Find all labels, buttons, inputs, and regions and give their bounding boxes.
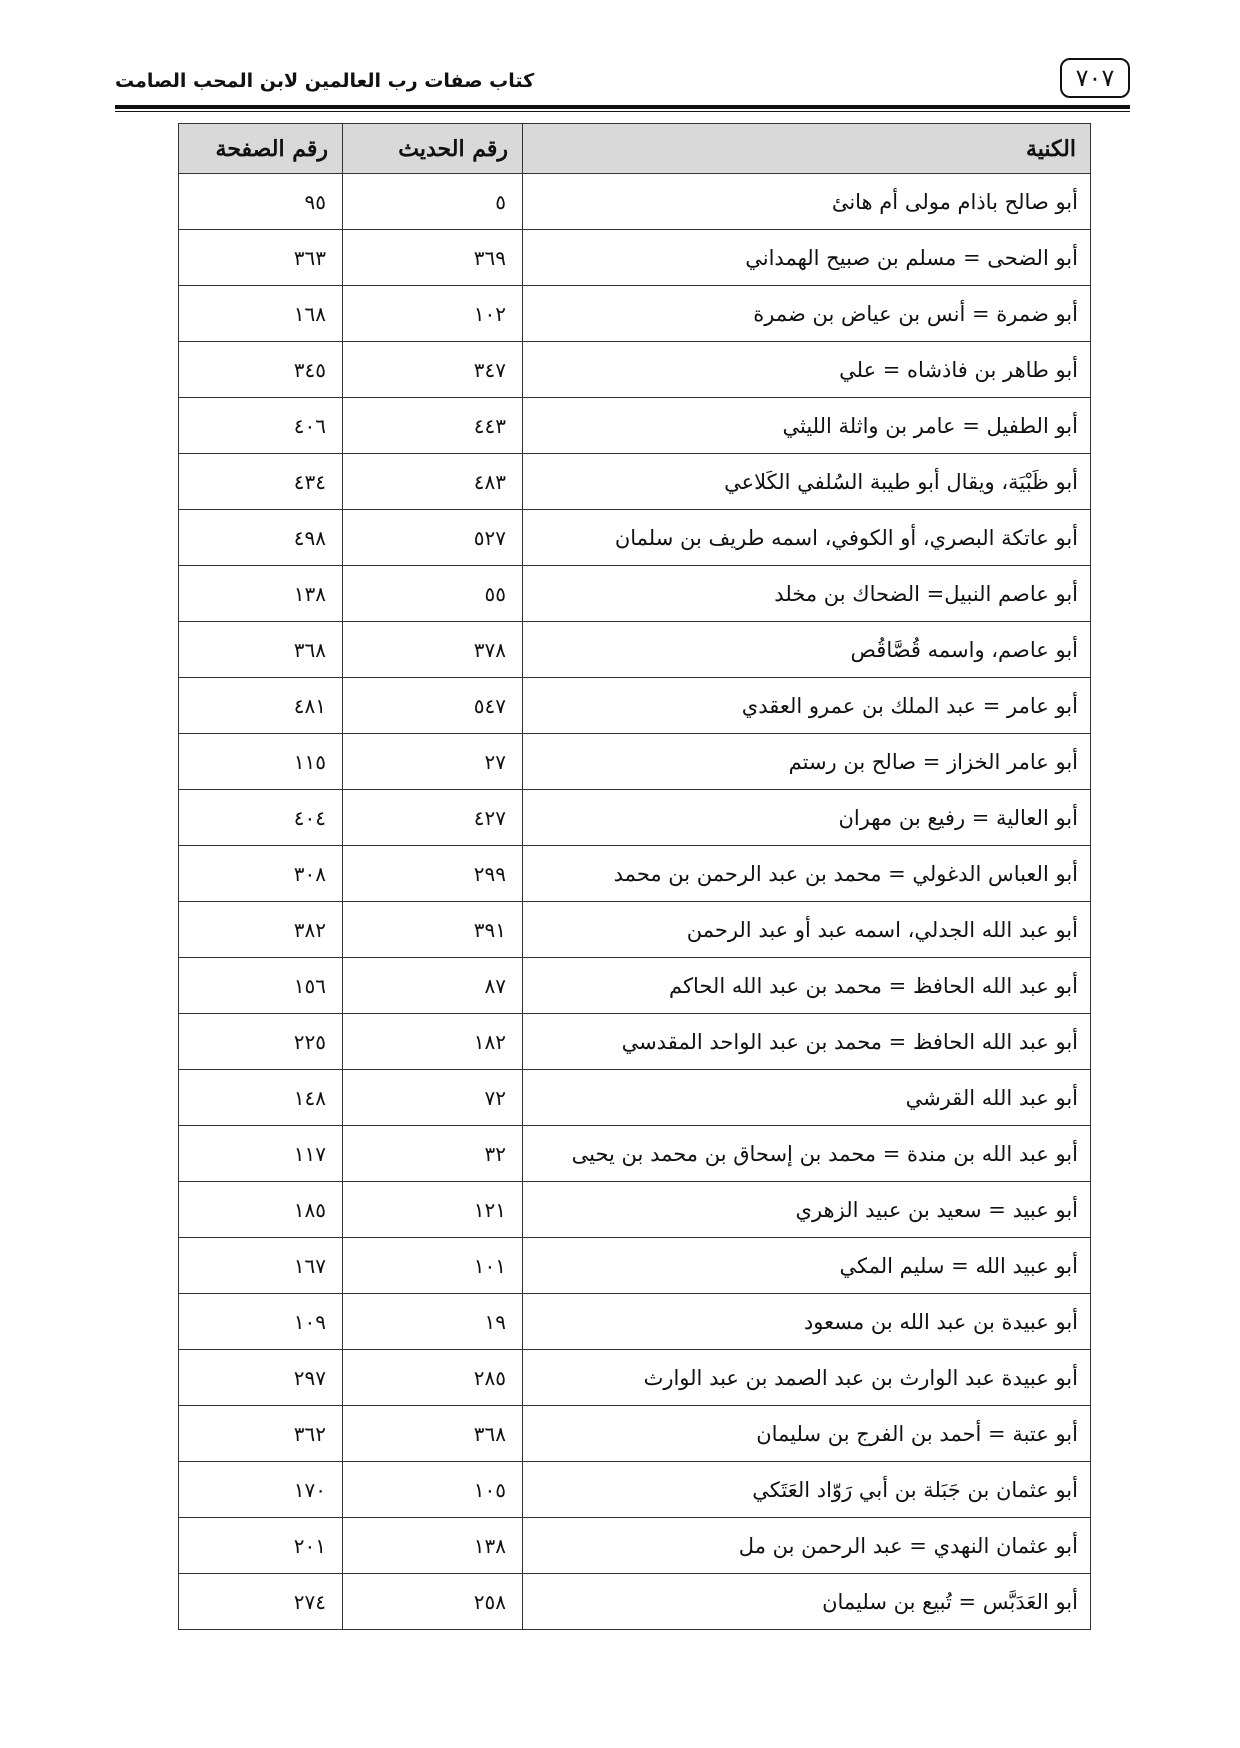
page-number-cell: ١٥٦ — [179, 958, 343, 1014]
page-number-cell: ١٠٩ — [179, 1294, 343, 1350]
table-row — [179, 846, 1091, 902]
hadith-number-cell: ٥٥ — [343, 566, 523, 622]
kunya-cell: أبو العباس الدغولي = محمد بن عبد الرحمن بن محمد — [523, 846, 1091, 902]
hadith-number-cell: ١٨٢ — [343, 1014, 523, 1070]
page-number-cell: ١٦٧ — [179, 1238, 343, 1294]
page-number-cell: ٢٩٧ — [179, 1350, 343, 1406]
hadith-number-cell: ٤٤٣ — [343, 398, 523, 454]
page-number-cell: ١٦٨ — [179, 286, 343, 342]
table-row — [179, 1462, 1091, 1518]
page-number-cell: ١١٧ — [179, 1126, 343, 1182]
hadith-number-cell: ١٠١ — [343, 1238, 523, 1294]
kunya-cell: أبو عثمان بن جَبَلة بن أبي رَوّاد العَتَكي — [523, 1462, 1091, 1518]
kunya-cell: أبو عامر الخزاز = صالح بن رستم — [523, 734, 1091, 790]
kunya-cell: أبو عبد الله القرشي — [523, 1070, 1091, 1126]
kunya-cell: أبو عبيد الله = سليم المكي — [523, 1238, 1091, 1294]
table-row — [179, 398, 1091, 454]
page-number-cell: ٢٠١ — [179, 1518, 343, 1574]
kunya-cell: أبو عبيدة عبد الوارث بن عبد الصمد بن عبد الوارث — [523, 1350, 1091, 1406]
table-row — [179, 790, 1091, 846]
table-row — [179, 1574, 1091, 1630]
table-row — [179, 1294, 1091, 1350]
table-row — [179, 1518, 1091, 1574]
kunya-cell: أبو الضحى = مسلم بن صبيح الهمداني — [523, 230, 1091, 286]
hadith-number-cell: ٣٦٩ — [343, 230, 523, 286]
page-number-cell: ٢٢٥ — [179, 1014, 343, 1070]
page-number-cell: ١٧٠ — [179, 1462, 343, 1518]
hadith-number-cell: ١٣٨ — [343, 1518, 523, 1574]
table-row — [179, 230, 1091, 286]
hadith-number-cell: ١٠٥ — [343, 1462, 523, 1518]
hadith-number-cell: ٤٨٣ — [343, 454, 523, 510]
page-number-cell: ١٣٨ — [179, 566, 343, 622]
kunya-cell: أبو عثمان النهدي = عبد الرحمن بن مل — [523, 1518, 1091, 1574]
table-row — [179, 1350, 1091, 1406]
table-row — [179, 1014, 1091, 1070]
table-row — [179, 1070, 1091, 1126]
hadith-number-cell: ٢٩٩ — [343, 846, 523, 902]
table-row — [179, 454, 1091, 510]
hadith-number-cell: ٣٢ — [343, 1126, 523, 1182]
page-number-cell: ٣٠٨ — [179, 846, 343, 902]
page-number-cell: ١١٥ — [179, 734, 343, 790]
table-row — [179, 174, 1091, 230]
page-number: ٧٠٧ — [1060, 58, 1130, 98]
column-header-hadith-number: رقم الحديث — [343, 124, 523, 174]
page-number-cell: ١٤٨ — [179, 1070, 343, 1126]
hadith-number-cell: ٣٦٨ — [343, 1406, 523, 1462]
page-number-cell: ٣٤٥ — [179, 342, 343, 398]
hadith-number-cell: ٨٧ — [343, 958, 523, 1014]
hadith-number-cell: ٥ — [343, 174, 523, 230]
hadith-number-cell: ٤٢٧ — [343, 790, 523, 846]
table-row — [179, 902, 1091, 958]
table-row — [179, 958, 1091, 1014]
table-row — [179, 342, 1091, 398]
page-number-cell: ٤٠٦ — [179, 398, 343, 454]
page-number-cell: ١٨٥ — [179, 1182, 343, 1238]
table-row — [179, 510, 1091, 566]
table-row — [179, 678, 1091, 734]
kunya-cell: أبو العَدَبَّس = تُبيع بن سليمان — [523, 1574, 1091, 1630]
header-rule-thin — [115, 111, 1130, 112]
hadith-number-cell: ٥٢٧ — [343, 510, 523, 566]
kunya-cell: أبو عبد الله الجدلي، اسمه عبد أو عبد الرحمن — [523, 902, 1091, 958]
page-number-cell: ٩٥ — [179, 174, 343, 230]
hadith-number-cell: ٣٩١ — [343, 902, 523, 958]
kunya-cell: أبو عاصم النبيل= الضحاك بن مخلد — [523, 566, 1091, 622]
hadith-number-cell: ٧٢ — [343, 1070, 523, 1126]
hadith-number-cell: ١٩ — [343, 1294, 523, 1350]
hadith-number-cell: ١٠٢ — [343, 286, 523, 342]
kunya-cell: أبو عبد الله الحافظ = محمد بن عبد الواحد المقدسي — [523, 1014, 1091, 1070]
kunya-cell: أبو عتبة = أحمد بن الفرج بن سليمان — [523, 1406, 1091, 1462]
header-rule — [115, 105, 1130, 109]
kunya-cell: أبو عامر = عبد الملك بن عمرو العقدي — [523, 678, 1091, 734]
table-row — [179, 566, 1091, 622]
kunya-cell: أبو صالح باذام مولى أم هانئ — [523, 174, 1091, 230]
kunya-cell: أبو طاهر بن فاذشاه = علي — [523, 342, 1091, 398]
hadith-number-cell: ١٢١ — [343, 1182, 523, 1238]
page-number-cell: ٤٠٤ — [179, 790, 343, 846]
page-number-cell: ٤٣٤ — [179, 454, 343, 510]
kunya-cell: أبو الطفيل = عامر بن واثلة الليثي — [523, 398, 1091, 454]
hadith-number-cell: ٢٧ — [343, 734, 523, 790]
kunya-cell: أبو ظَبْيَة، ويقال أبو طيبة السُلفي الكَلاعي — [523, 454, 1091, 510]
column-header-kunya: الكنية — [523, 124, 1091, 174]
column-header-page-number: رقم الصفحة — [179, 124, 343, 174]
kunya-cell: أبو عبيدة بن عبد الله بن مسعود — [523, 1294, 1091, 1350]
kunya-index-table — [178, 123, 1091, 1630]
kunya-cell: أبو عبد الله بن مندة = محمد بن إسحاق بن محمد بن يحيى — [523, 1126, 1091, 1182]
table-body — [179, 174, 1091, 1630]
kunya-cell: أبو عبد الله الحافظ = محمد بن عبد الله الحاكم — [523, 958, 1091, 1014]
page-number-cell: ٤٩٨ — [179, 510, 343, 566]
table-row — [179, 1406, 1091, 1462]
table-row — [179, 622, 1091, 678]
hadith-number-cell: ٢٥٨ — [343, 1574, 523, 1630]
page-number-cell: ٣٨٢ — [179, 902, 343, 958]
table-row — [179, 734, 1091, 790]
book-title: كتاب صفات رب العالمين لابن المحب الصامت — [115, 70, 535, 92]
hadith-number-cell: ٥٤٧ — [343, 678, 523, 734]
page-number-cell: ٣٦٢ — [179, 1406, 343, 1462]
hadith-number-cell: ٢٨٥ — [343, 1350, 523, 1406]
kunya-cell: أبو العالية = رفيع بن مهران — [523, 790, 1091, 846]
table-row — [179, 1126, 1091, 1182]
kunya-cell: أبو ضمرة = أنس بن عياض بن ضمرة — [523, 286, 1091, 342]
kunya-cell: أبو عاصم، واسمه قُصَّاقُص — [523, 622, 1091, 678]
hadith-number-cell: ٣٧٨ — [343, 622, 523, 678]
table-row — [179, 286, 1091, 342]
table-row — [179, 1238, 1091, 1294]
table-header-row — [179, 124, 1091, 174]
kunya-cell: أبو عاتكة البصري، أو الكوفي، اسمه طريف بن سلمان — [523, 510, 1091, 566]
page-number-cell: ٤٨١ — [179, 678, 343, 734]
page-number-cell: ٣٦٣ — [179, 230, 343, 286]
page-number-cell: ٢٧٤ — [179, 1574, 343, 1630]
kunya-cell: أبو عبيد = سعيد بن عبيد الزهري — [523, 1182, 1091, 1238]
hadith-number-cell: ٣٤٧ — [343, 342, 523, 398]
table-row — [179, 1182, 1091, 1238]
page-number-cell: ٣٦٨ — [179, 622, 343, 678]
